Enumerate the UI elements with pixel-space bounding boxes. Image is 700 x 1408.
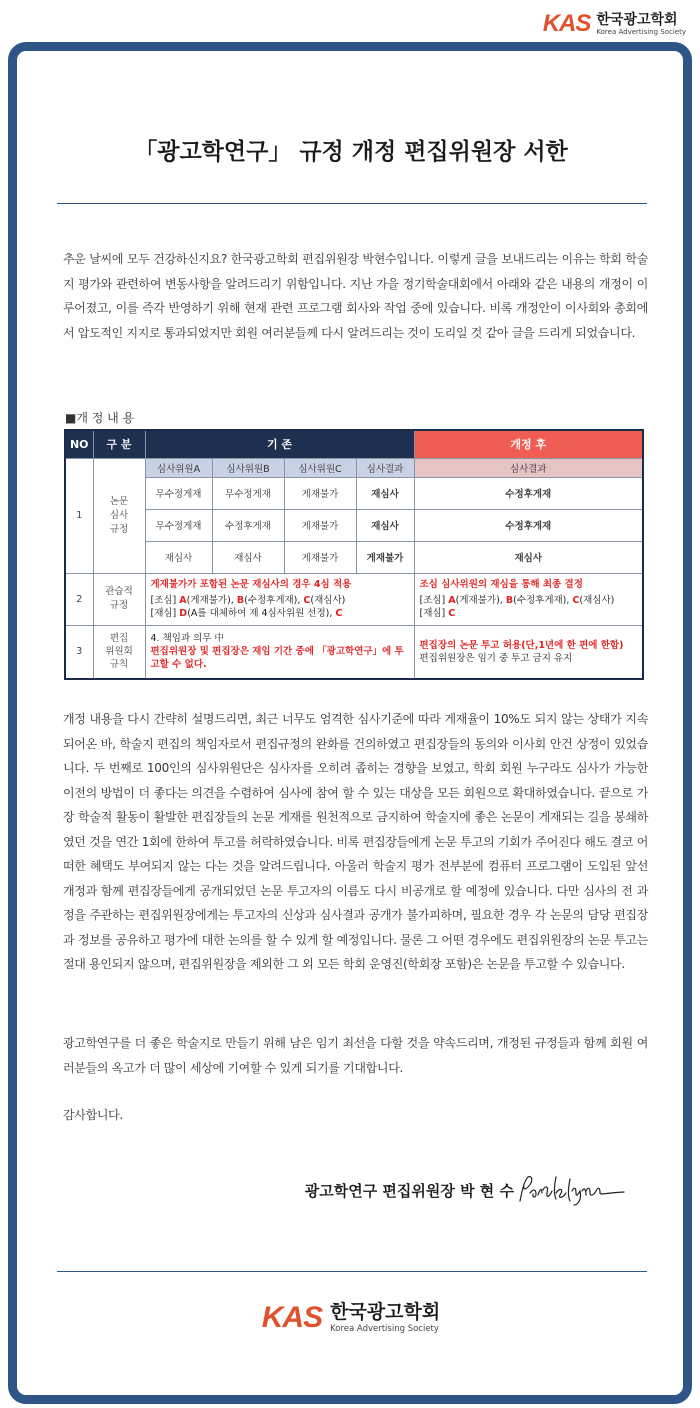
body-paragraph-2: 광고학연구를 더 좋은 학술지로 만들기 위해 남은 임기 최선을 다할 것을 약속드리며, 개정된 규정들과 함께 회원 여러분들의 옥고가 더 많이 세상에 기여할 수 있게 되기를 기대합니다.	[63, 1036, 648, 1075]
row-category: 편집 위원회 규칙	[93, 625, 145, 679]
section-label: ■개 정 내 용	[65, 411, 135, 425]
sub-header: 심사위원A	[145, 458, 212, 477]
footer-divider	[57, 1271, 647, 1272]
thanks-line: 감사합니다.	[63, 1108, 123, 1122]
table-row	[65, 458, 643, 477]
logo-english-name: Korea Advertising Society	[596, 27, 686, 36]
signoff-text: 광고학연구 편집위원장 박 현 수	[304, 1181, 514, 1200]
letter-frame	[8, 42, 692, 1404]
sub-header: 심사결과	[414, 458, 643, 477]
before-line: [재심] D(A를 대체하여 제 4심사위원 선정), C	[150, 608, 343, 619]
table-cell: 재심사	[356, 477, 414, 509]
before-cell	[145, 625, 414, 679]
signature-image	[516, 1173, 628, 1207]
table-cell: 무수정게재	[212, 477, 284, 509]
logo-text	[330, 1300, 441, 1334]
body-paragraph-1: 개정 내용을 다시 간략히 설명드리면, 최근 너무도 엄격한 심사기준에 따라 게재율이 10%도 되지 않는 상태가 지속되어온 바, 학술지 편집의 책임자로서 편집규정의 완화를 건의하였고 편집장들의 동의와 이사회 안건 상정이 있었습니다. 두 번째로 100인의 심사위원단은 심사자를 오히려 좁히는 경향을 보였고, 학회 회원 누구라도 심사가 가능한 이전의 방법이 더 좋다는 의견을 수렴하여 심사에 참여 할 수 있는 대상을 모든 회원으로 확대하였습니다. 끝으로 가장 학술적 활동이 활발한 편집장들의 논문 게재를 원천적으로 금지하여 학술지에 좋은 논문이 게재되는 길을 봉쇄하였던 것을 연간 1회에 한하여 투고를 허락하였습니다. 비록 편집장들에게 논문 투고의 기회가 주어진다 해도 결코 어떠한 혜택도 부여되지 않는 다는 것을 알려드립니다. 아울러 학술지 평가 전부분에 컴퓨터 프로그램이 도입된 앞선 개정과 함께 편집장들에게 공개되었던 논문 투고자의 이름도 다시 비공개로 할 예정에 있습니다. 다만 심사의 전 과정을 주관하는 편집위원장에게는 투고자의 신상과 심사결과 공개가 불가피하며, 필요한 경우 각 논문의 담당 편집장과 정보를 공유하고 평가에 대한 논의를 할 수 있게 할 예정입니다. 물론 그 어떤 경우에도 편집위원장의 논문 투고는 절대 용인되지 않으며, 편집위원장을 제외한 그 외 모든 학회 운영진(학회장 포함)은 논문을 투고할 수 있습니다.	[63, 712, 648, 971]
row-category: 관습적 규정	[93, 573, 145, 625]
table-row	[65, 625, 643, 679]
after-highlight: 조심 심사위원의 재심을 통해 최종 결정	[419, 579, 583, 590]
before-line: 4. 책임과 의무 中	[150, 633, 225, 645]
table-header-row	[65, 430, 643, 458]
logo-english-name: Korea Advertising Society	[330, 1323, 439, 1334]
title-divider	[57, 203, 647, 204]
after-cell	[414, 573, 643, 625]
table-row	[65, 509, 643, 541]
table-cell: 수정후게재	[212, 509, 284, 541]
table-cell: 재심사	[414, 541, 643, 573]
after-line: [재심] C	[419, 608, 456, 619]
logo-text	[596, 13, 686, 36]
before-line: [조심] A(게재불가), B(수정후게재), C(재심사)	[150, 595, 346, 606]
footer-logo	[17, 1301, 685, 1335]
row-no: 2	[65, 573, 93, 625]
table-row	[65, 477, 643, 509]
revision-table	[64, 429, 644, 680]
table-cell: 수정후게재	[414, 509, 643, 541]
sub-header: 심사위원B	[212, 458, 284, 477]
signoff	[305, 1173, 628, 1207]
kas-logo-mark: KAS	[542, 10, 591, 37]
table-row	[65, 573, 643, 625]
kas-logo-mark: KAS	[261, 1301, 323, 1334]
table-cell: 무수정게재	[145, 509, 212, 541]
letter-title: 「광고학연구」 규정 개정 편집위원장 서한	[134, 139, 568, 165]
table-cell: 재심사	[145, 541, 212, 573]
row-category: 논문 심사 규정	[93, 458, 145, 573]
row-no: 3	[65, 625, 93, 679]
col-header-before: 기 존	[145, 430, 414, 458]
before-highlight: 편집위원장 및 편집장은 재임 기간 중에 「광고학연구」에 투고할 수 없다.	[150, 646, 404, 671]
intro-paragraph: 추운 날씨에 모두 건강하신지요? 한국광고학회 편집위원장 박현수입니다. 이렇게 글을 보내드리는 이유는 학회 학술지 평가와 관련하여 변동사항을 알려드리기 위함입니다. 지난 가을 정기학술대회에서 아래와 같은 내용의 개정이 이루어졌고, 이를 즉각 반영하기 위해 현재 관련 프로그램 회사와 작업 중에 있습니다. 비록 개정안이 이사회와 총회에서 압도적인 지지로 통과되었지만 회원 여러분들께 다시 알려드리는 것이 도리일 것 같아 글을 드리게 되었습니다.	[63, 252, 648, 340]
table-cell: 게재불가	[356, 541, 414, 573]
sub-header: 심사위원C	[284, 458, 356, 477]
before-highlight: 게재불가가 포함된 논문 재심사의 경우 4심 적용	[150, 579, 352, 590]
logo-korean-name: 한국광고학회	[330, 1300, 441, 1323]
after-line: 편집위원장은 임기 중 투고 금지 유지	[419, 652, 573, 664]
col-header-no: NO	[65, 430, 93, 458]
sub-header: 심사결과	[356, 458, 414, 477]
header-logo	[543, 10, 686, 38]
after-cell	[414, 625, 643, 679]
table-cell: 재심사	[356, 509, 414, 541]
col-header-after: 개정 후	[414, 430, 643, 458]
before-cell	[145, 573, 414, 625]
table-cell: 무수정게재	[145, 477, 212, 509]
table-cell: 게재불가	[284, 477, 356, 509]
table-cell: 재심사	[212, 541, 284, 573]
table-row	[65, 541, 643, 573]
table-cell: 게재불가	[284, 541, 356, 573]
table-cell: 수정후게재	[414, 477, 643, 509]
table-cell: 게재불가	[284, 509, 356, 541]
logo-korean-name: 한국광고학회	[596, 11, 678, 28]
after-line: [조심] A(게재불가), B(수정후게재), C(재심사)	[419, 595, 615, 606]
after-highlight: 편집장의 논문 투고 허용(단,1년에 한 편에 한함)	[419, 639, 624, 651]
col-header-category: 구 분	[93, 430, 145, 458]
row-no: 1	[65, 458, 93, 573]
